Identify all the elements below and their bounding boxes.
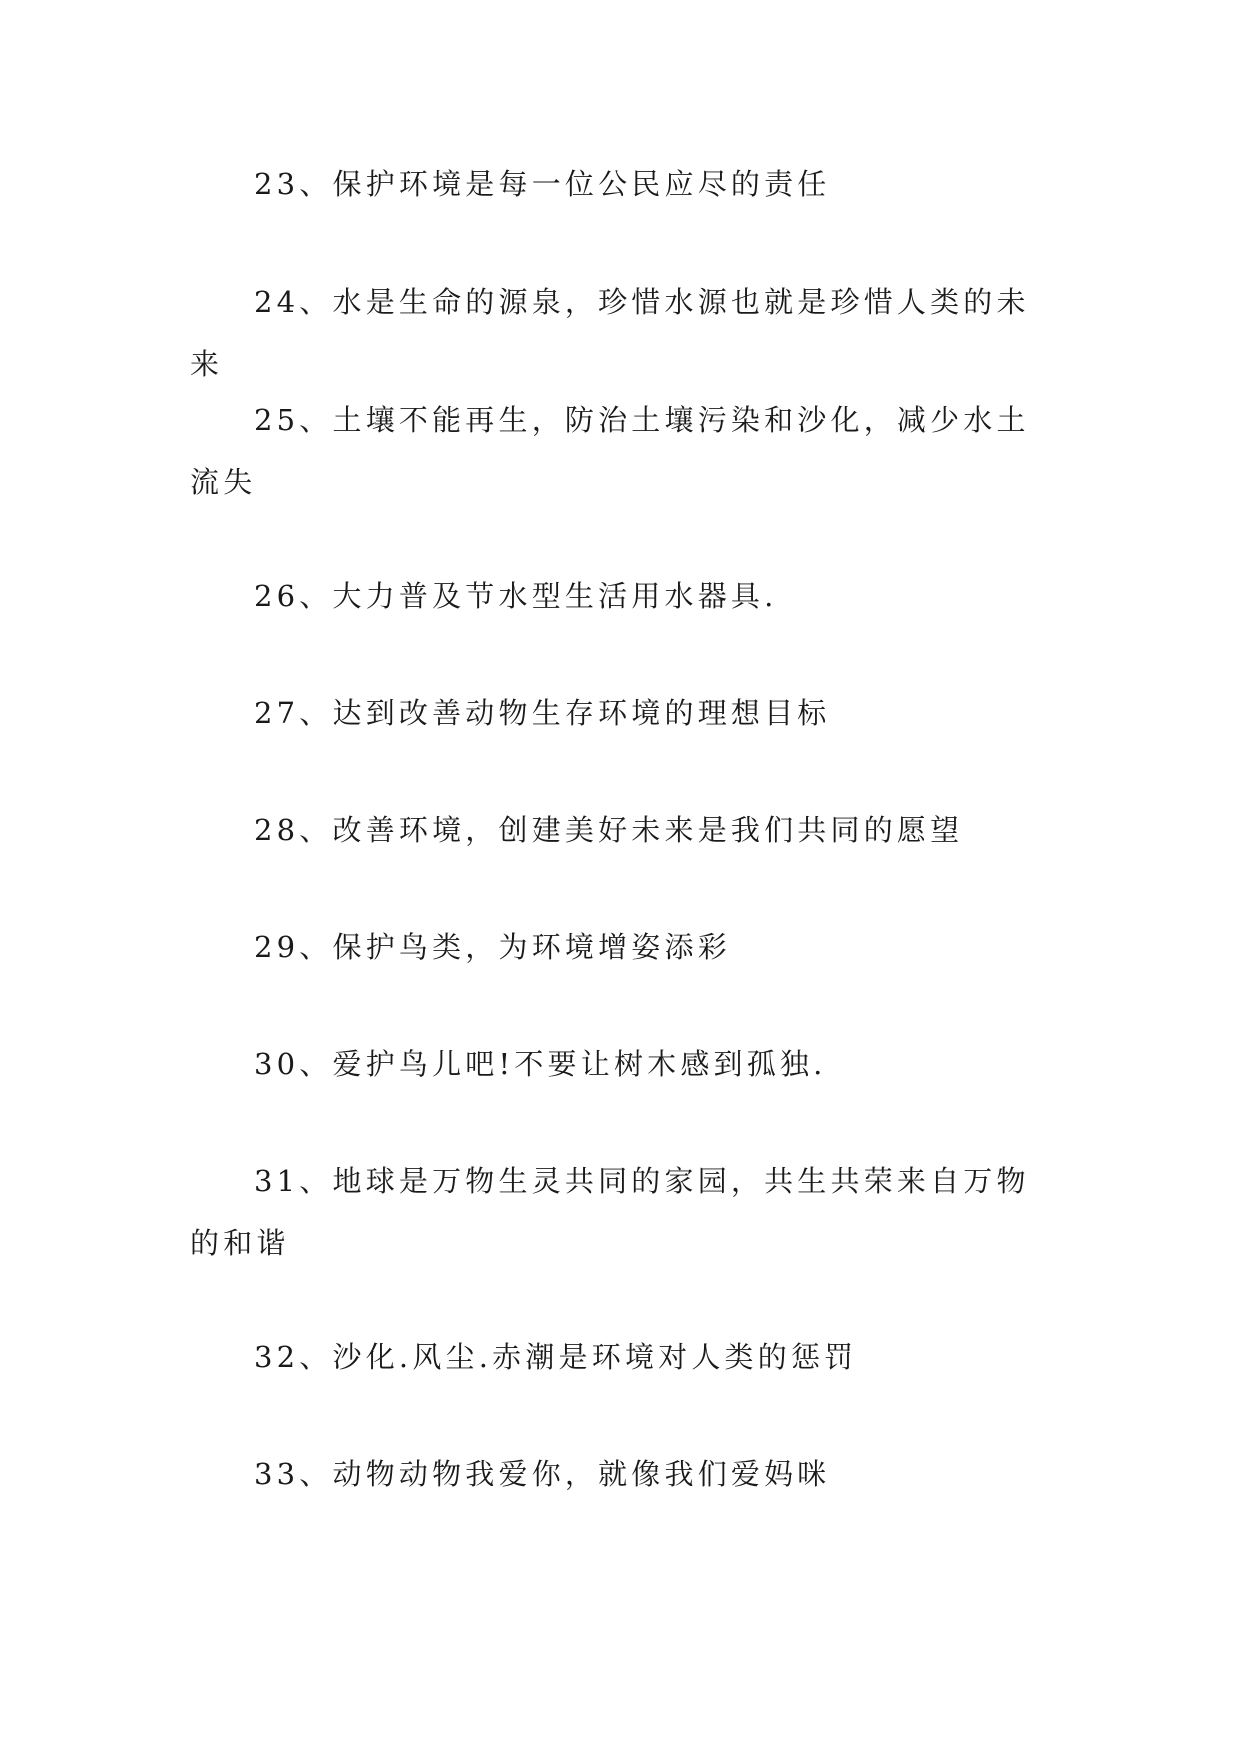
list-item-26: 26、大力普及节水型生活用水器具. — [254, 579, 778, 613]
list-item-30: 30、爱护鸟儿吧!不要让树木感到孤独. — [254, 1047, 827, 1081]
list-item-23: 23、保护环境是每一位公民应尽的责任 — [254, 167, 831, 201]
list-item-28: 28、改善环境，创建美好未来是我们共同的愿望 — [254, 813, 964, 847]
list-item-31: 31、地球是万物生灵共同的家园，共生共荣来自万物的和谐 — [190, 1164, 1030, 1260]
list-item-24: 24、水是生命的源泉，珍惜水源也就是珍惜人类的未来 — [190, 285, 1030, 381]
list-item-33: 33、动物动物我爱你，就像我们爱妈咪 — [254, 1457, 831, 1491]
list-item-25: 25、土壤不能再生，防治土壤污染和沙化，减少水土流失 — [190, 403, 1030, 499]
list-item-29: 29、保护鸟类，为环境增姿添彩 — [254, 930, 731, 964]
list-item-32: 32、沙化.风尘.赤潮是环境对人类的惩罚 — [254, 1340, 858, 1374]
list-item-27: 27、达到改善动物生存环境的理想目标 — [254, 696, 831, 730]
